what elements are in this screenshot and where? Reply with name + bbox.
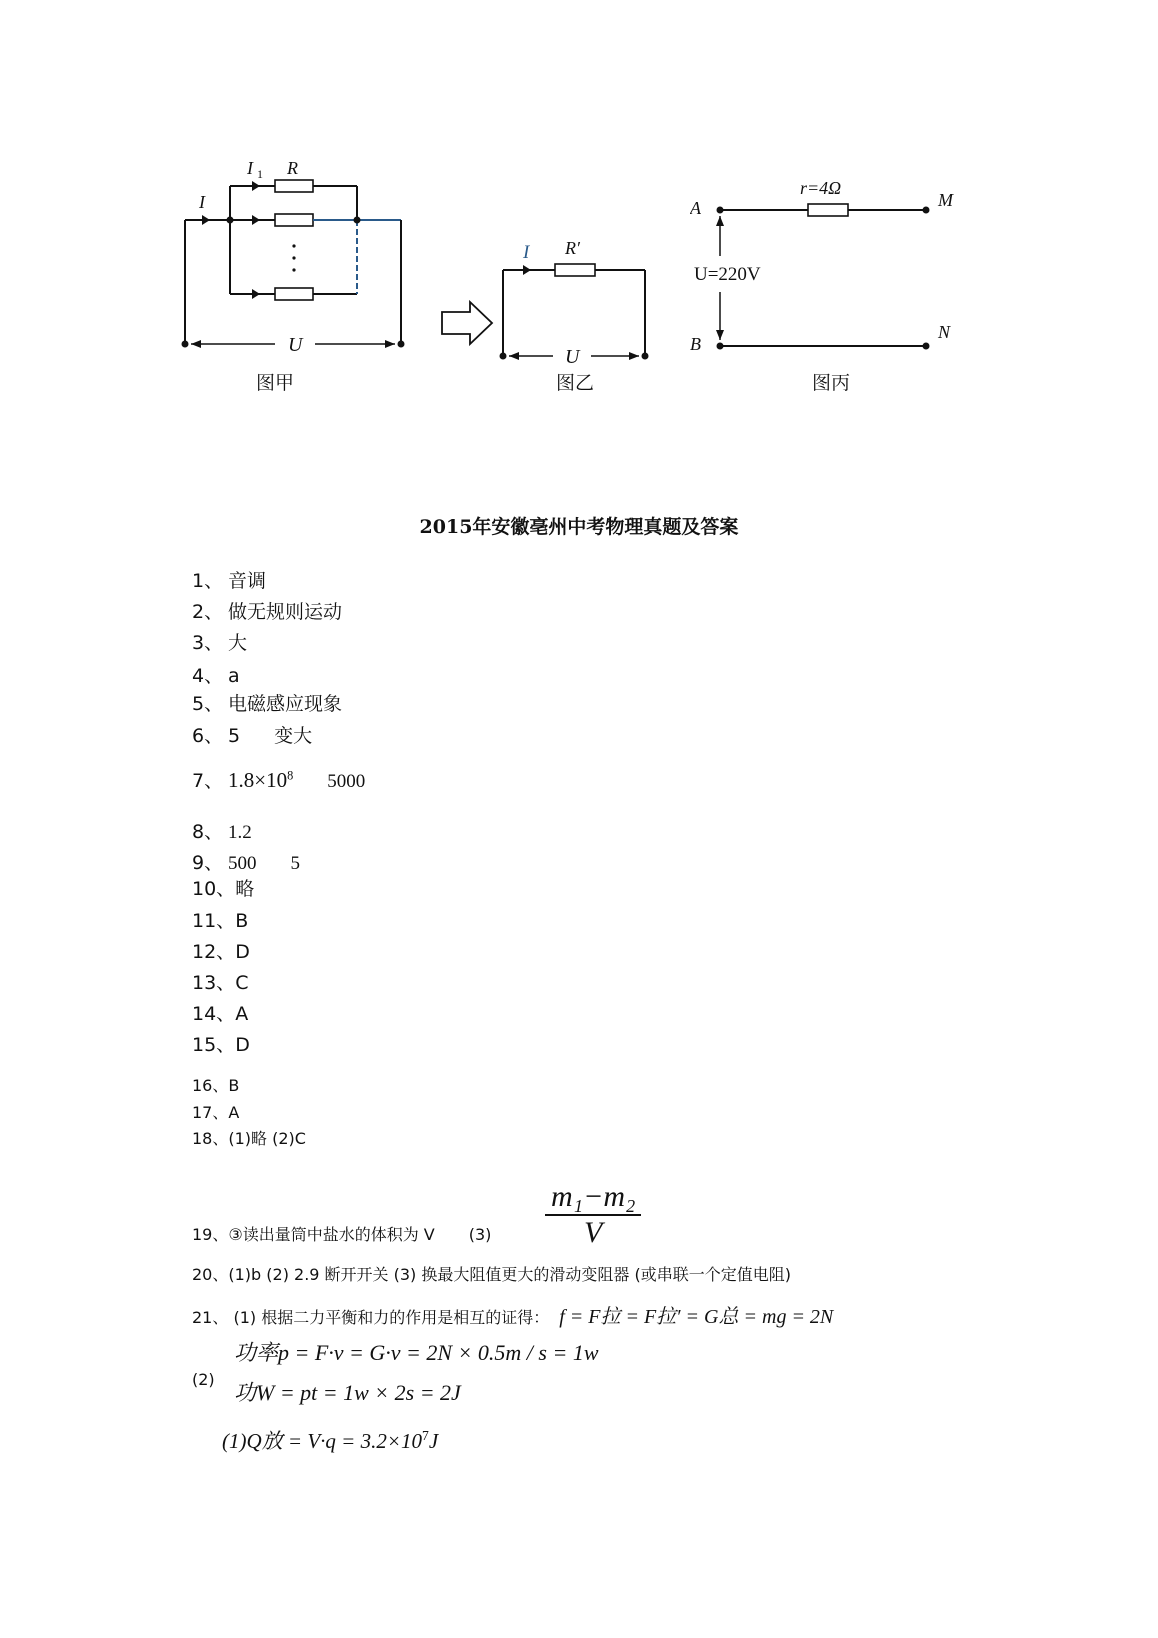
answer-7: 7、 $1.8\times 10^8$ 5000 — [192, 768, 366, 792]
figure-yi — [495, 228, 665, 372]
label-u: U — [288, 334, 303, 356]
label-m: M — [938, 190, 953, 210]
answer-15: 15、D — [192, 1034, 250, 1056]
label-r: R — [287, 158, 298, 178]
answer-1: 1、 音调 — [192, 570, 267, 592]
label-i1-sub: 1 — [257, 167, 263, 181]
equation-power: 功率p = F·v = G·v = 2N × 0.5m / s = 1w — [234, 1340, 599, 1365]
answer-8: 8、 1.2 — [192, 821, 252, 843]
answer-19: 19、③读出量筒中盐水的体积为 V (3) — [192, 1225, 492, 1244]
caption-yi: 图乙 — [556, 372, 595, 394]
answer-6: 6、 5 变大 — [192, 725, 313, 747]
label-r-prime: R′ — [565, 238, 580, 258]
answer-18: 18、(1)略 (2)C — [192, 1129, 306, 1148]
caption-jia: 图甲 — [256, 372, 295, 394]
answer-21-part2: (2) — [192, 1370, 215, 1389]
answer-20: 20、(1)b (2) 2.9 断开开关 (3) 换最大阻值更大的滑动变阻器 (或串联一个定值电阻) — [192, 1265, 791, 1284]
answer-3: 3、 大 — [192, 632, 248, 654]
answer-12: 12、D — [192, 941, 250, 963]
answer-10: 10、略 — [192, 878, 255, 900]
document-title: 2015年安徽亳州中考物理真题及答案 — [419, 516, 739, 538]
answer-11: 11、B — [192, 910, 249, 932]
label-b: B — [690, 334, 701, 354]
fraction-density — [545, 1180, 641, 1250]
label-r4: r=4Ω — [800, 178, 842, 198]
equation-force: f = F拉 = F拉′ = G总 = mg = 2N — [559, 1306, 834, 1328]
label-u: U — [565, 346, 580, 368]
fraction-denominator: V — [584, 1216, 603, 1249]
answer-9: 9、 500 5 — [192, 852, 300, 874]
answer-17: 17、A — [192, 1103, 240, 1122]
label-a: A — [690, 198, 701, 218]
equation-heat: (1)Q放 = $V\cdot q = 3.2\times 10^7J$ — [222, 1428, 439, 1453]
answer-4: 4、 a — [192, 665, 240, 687]
label-n: N — [938, 322, 951, 342]
answer-13: 13、C — [192, 972, 249, 994]
equation-work: 功W = pt = 1w × 2s = 2J — [234, 1380, 461, 1405]
answer-5: 5、 电磁感应现象 — [192, 693, 343, 715]
caption-bing: 图丙 — [812, 372, 851, 394]
hollow-arrow-icon — [440, 300, 494, 350]
figure-jia — [175, 150, 415, 364]
label-i1: I — [247, 158, 253, 178]
fraction-numerator: m₁−m₂ — [545, 1180, 641, 1216]
answer-14: 14、A — [192, 1003, 249, 1025]
figure-bing — [690, 172, 960, 366]
label-i: I — [199, 192, 205, 212]
answer-16: 16、B — [192, 1076, 240, 1095]
label-u220: U=220V — [694, 264, 761, 285]
label-i: I — [523, 242, 530, 263]
answer-2: 2、 做无规则运动 — [192, 601, 343, 623]
answer-21-line1: 21、 (1) 根据二力平衡和力的作用是相互的证得： f = F拉 = F拉′ = G总 = mg = 2N — [192, 1306, 834, 1328]
